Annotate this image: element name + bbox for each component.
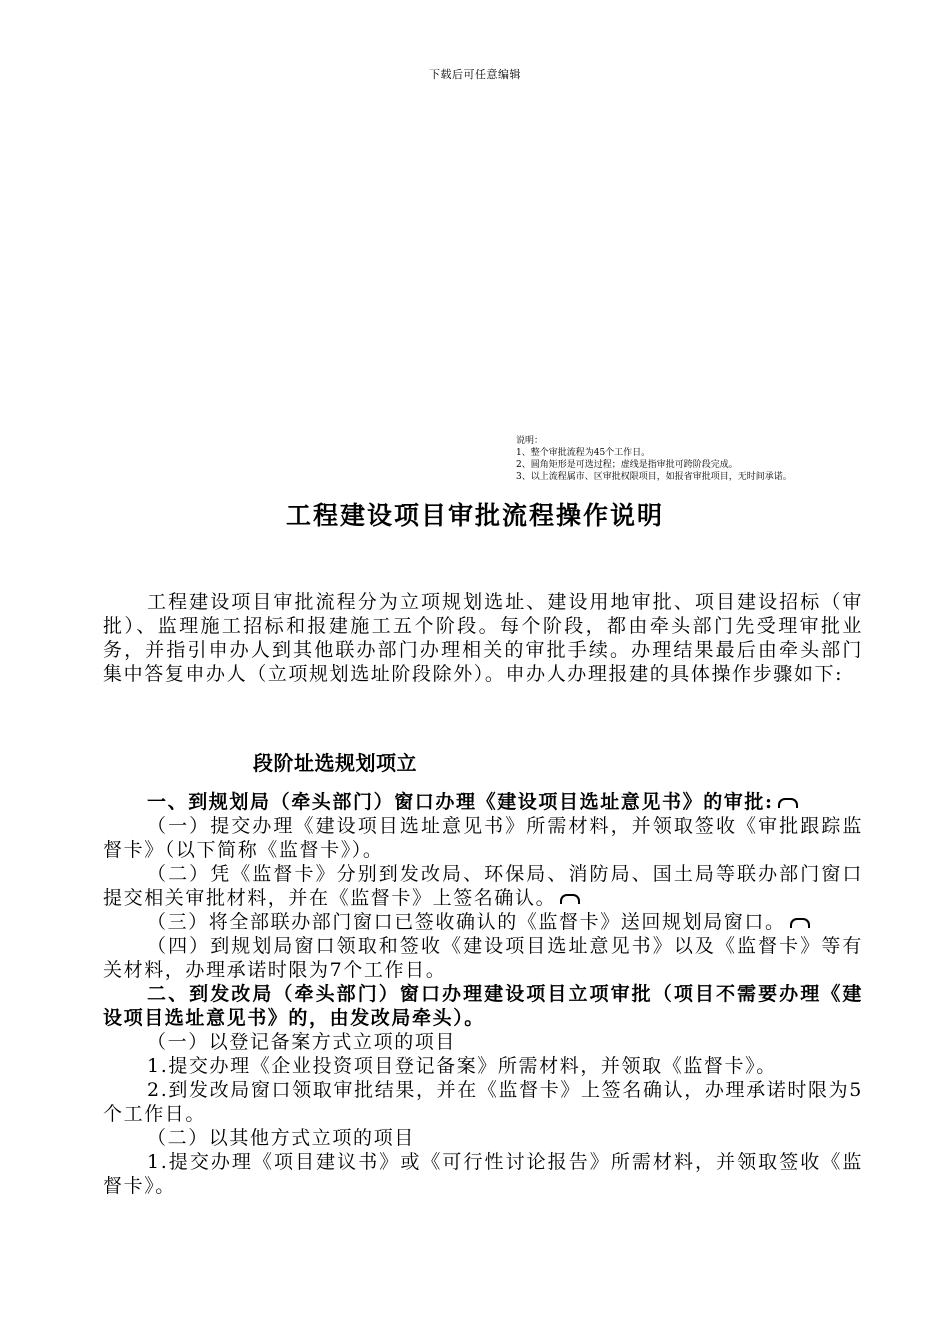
notes-title: 说明： (516, 436, 544, 446)
step-paragraph: 2.到发改局窗口领取审批结果，并在《监督卡》上签名确认，办理承诺时限为5个工作日。 (103, 1079, 863, 1125)
notes-item: 1、整个审批流程为45个工作日。 (516, 448, 651, 458)
intro-paragraph: 工程建设项目审批流程分为立项规划选址、建设用地审批、项目建设招标（审批）、监理施工招标和报建施工五个阶段。每个阶段，都由牵头部门先受理审批业务，并指引申办人到其他联办部门办理相关的审批手续。办理结果最后由牵头部门集中答复申办人（立项规划选址阶段除外）。申办人办理报建的具体操作步骤如下: (103, 591, 863, 685)
document-title: 工程建设项目审批流程操作说明 (285, 501, 664, 530)
notes-item: 3、以上流程属市、区审批权限项目，如报省审批项目，无时间承诺。 (516, 472, 792, 482)
step-paragraph: （一）以登记备案方式立项的项目 (147, 1031, 457, 1053)
step-paragraph-2 (103, 862, 863, 910)
step-paragraph: 1.提交办理《企业投资项目登记备案》所需材料，并领取《监督卡》。 (147, 1055, 777, 1077)
anchor-mark-icon (778, 798, 798, 808)
step-paragraph: 1.提交办理《项目建议书》或《可行性讨论报告》所需材料，并领取签收《监督卡》。 (103, 1151, 863, 1197)
step-paragraph: （四）到规划局窗口领取和签收《建设项目选址意见书》以及《监督卡》等有关材料，办理承诺时限为7个工作日。 (103, 935, 863, 981)
anchor-mark-icon (560, 894, 580, 904)
section-heading-1 (103, 790, 863, 814)
step-paragraph: （一）提交办理《建设项目选址意见书》所需材料，并领取签收《审批跟踪监督卡》（以下简称《监督卡》）。 (103, 815, 863, 861)
header-note: 下载后可任意编辑 (429, 68, 521, 81)
stage-heading: 段阶址选规划项立 (253, 751, 417, 775)
paragraph-text: 一、到规划局（牵头部门）窗口办理《建设项目选址意见书》的审批: (147, 791, 774, 813)
notes-block (516, 435, 946, 483)
procedure-content (103, 790, 863, 1198)
notes-item: 2、圆角矩形是可选过程；虚线是指审批可跨阶段完成。 (516, 460, 738, 470)
paragraph-text: （三）将全部联办部门窗口已签收确认的《监督卡》送回规划局窗口。 (147, 911, 786, 933)
section-heading-2: 二、到发改局（牵头部门）窗口办理建设项目立项审批（项目不需要办理《建设项目选址意见书》的，由发改局牵头）。 (103, 983, 863, 1029)
paragraph-text: （二）凭《监督卡》分别到发改局、环保局、消防局、国土局等联办部门窗口提交相关审批材料，并在《监督卡》上签名确认。 (103, 863, 863, 909)
step-paragraph-3 (103, 910, 863, 934)
anchor-mark-icon (790, 918, 810, 928)
step-paragraph: （二）以其他方式立项的项目 (147, 1127, 415, 1149)
